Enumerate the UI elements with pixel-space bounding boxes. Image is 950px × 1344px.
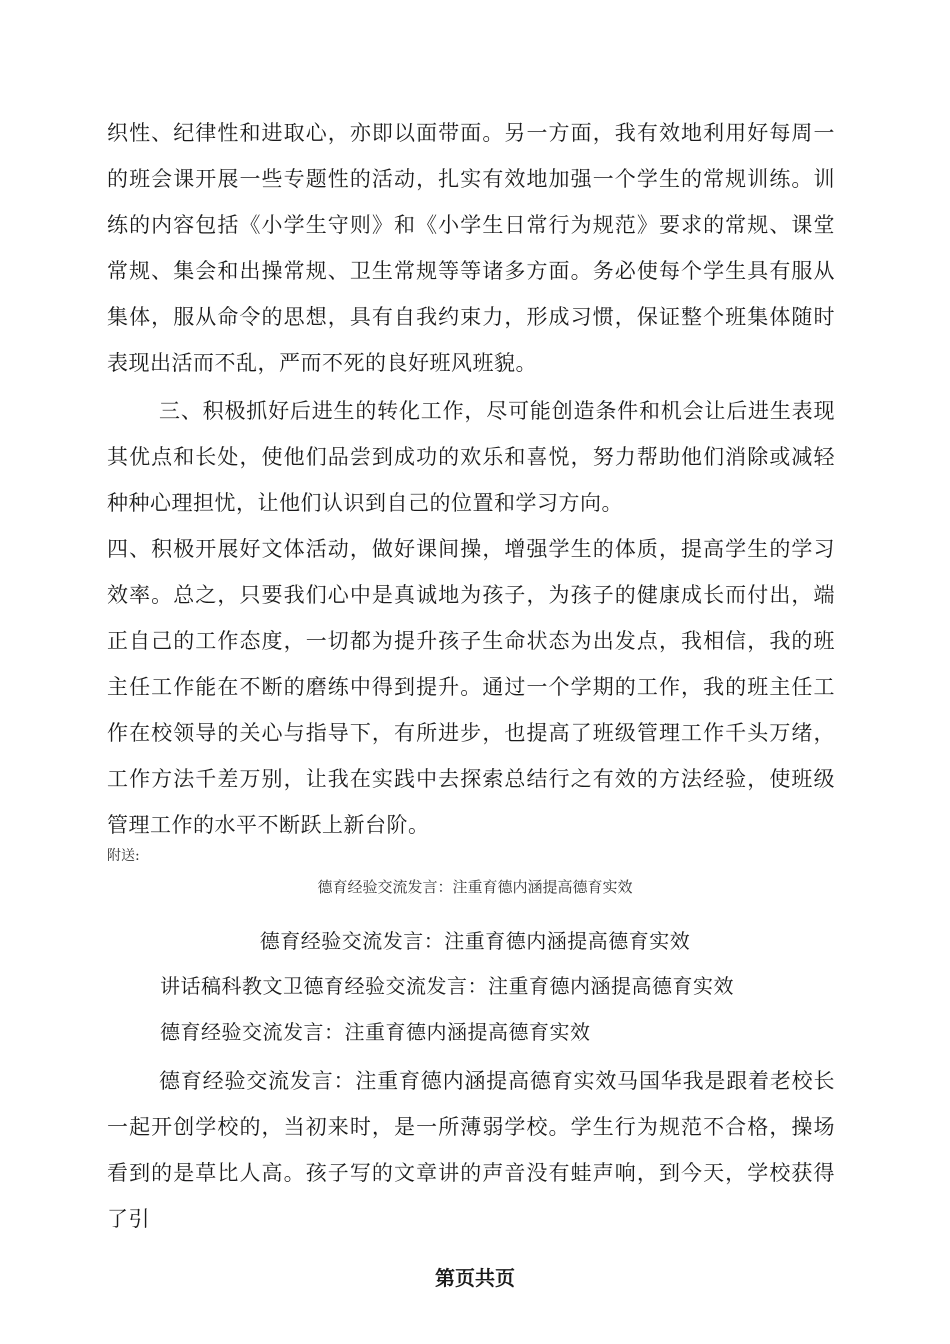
paragraph-text: 德育经验交流发言：注重育德内涵提高德育实效马国华我是跟着老校长一起开创学校的，当初来时，是一所薄弱学校。学生行为规范不合格，操场看到的是草比人高。孩子写的文章讲的声音没有蛙声响，到今天，学校获得了引	[107, 1069, 835, 1231]
appendix-main-title: 德育经验交流发言：注重育德内涵提高德育实效	[259, 929, 691, 953]
page-footer: 第页共页	[435, 1266, 515, 1290]
appendix-label: 附送:	[107, 848, 140, 864]
paragraph-text: 织性、纪律性和进取心，亦即以面带面。另一方面，我有效地利用好每周一的班会课开展一些专题性的活动，扎实有效地加强一个学生的常规训练。训练的内容包括《小学生守则》和《小学生日常行为规范》要求的常规、课堂常规、集会和出操常规、卫生常规等等诸多方面。务必使每个学生具有服从集体，服从命令的思想，具有自我约束力，形成习惯，保证整个班集体随时表现出活而不乱，严而不死的良好班风班貌。	[107, 121, 835, 375]
appendix-small-title: 德育经验交流发言：注重育德内涵提高德育实效	[317, 878, 633, 896]
body-paragraph-1	[107, 110, 835, 386]
appendix-subtitle-line-2: 德育经验交流发言：注重育德内涵提高德育实效	[160, 1020, 591, 1044]
appendix-body-paragraph	[107, 1058, 835, 1242]
body-paragraph-3	[107, 526, 835, 848]
body-paragraph-2	[107, 388, 835, 526]
paragraph-text: 四、积极开展好文体活动，做好课间操，增强学生的体质，提高学生的学习效率。总之，只要我们心中是真诚地为孩子，为孩子的健康成长而付出，端正自己的工作态度，一切都为提升孩子生命状态为出发点，我相信，我的班主任工作能在不断的磨练中得到提升。通过一个学期的工作，我的班主任工作在校领导的关心与指导下，有所进步，也提高了班级管理工作千头万绪，工作方法千差万别，让我在实践中去探索总结行之有效的方法经验，使班级管理工作的水平不断跃上新台阶。	[107, 537, 835, 837]
appendix-subtitle-line-1: 讲话稿科教文卫德育经验交流发言：注重育德内涵提高德育实效	[160, 974, 734, 998]
paragraph-text: 三、积极抓好后进生的转化工作，尽可能创造条件和机会让后进生表现其优点和长处，使他们品尝到成功的欢乐和喜悦，努力帮助他们消除或减轻种种心理担忧，让他们认识到自己的位置和学习方向。	[107, 399, 835, 515]
